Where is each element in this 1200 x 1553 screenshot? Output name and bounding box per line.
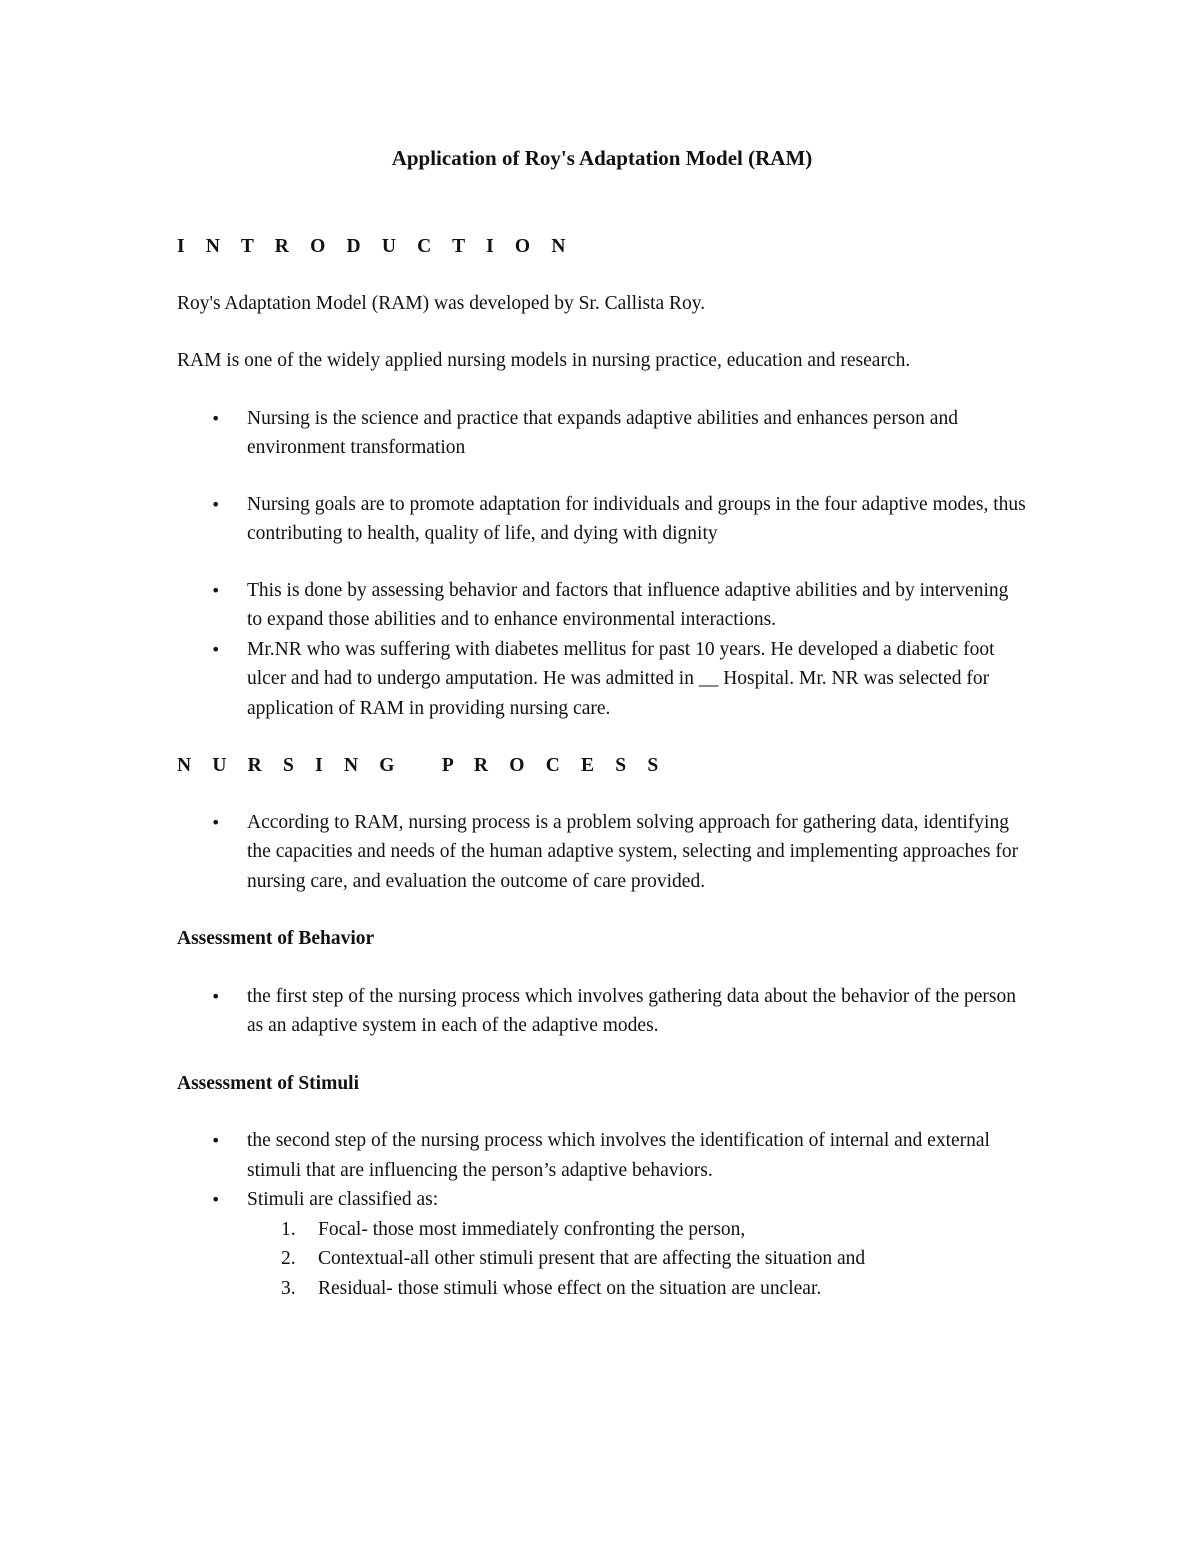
numbered-item-focal — [177, 1215, 1027, 1245]
list-item — [177, 1185, 1027, 1215]
list-item-text: Mr.NR who was suffering with diabetes mellitus for past 10 years. He developed a diabetic foot ulcer and had to undergo amputation. He was admitted in __ Hospital. Mr. NR was selected for application of RAM in providing nursing care. — [247, 638, 995, 719]
list-item — [177, 982, 1027, 1041]
bullet-icon: • — [211, 408, 221, 428]
list-item — [177, 808, 1027, 897]
nursing-process-heading: N U R S I N G P R O C E S S — [177, 755, 667, 776]
intro-paragraph-ram-usage: RAM is one of the widely applied nursing models in nursing practice, education and research. — [177, 350, 911, 371]
list-item-text: Nursing is the science and practice that expands adaptive abilities and enhances person and environment transformation — [247, 407, 958, 458]
list-item-text: Nursing goals are to promote adaptation for individuals and groups in the four adaptive modes, thus contributing to health, quality of life, and dying with dignity — [247, 493, 1026, 544]
bullet-icon: • — [211, 1131, 221, 1150]
list-item-text: Stimuli are classified as: — [247, 1189, 439, 1210]
assessment-behavior-bullet-list — [177, 982, 1027, 1041]
list-number: 3. — [281, 1277, 296, 1299]
assessment-stimuli-heading: Assessment of Stimuli — [177, 1072, 360, 1094]
bullet-icon: • — [211, 494, 221, 514]
list-item-text: Focal- those most immediately confronting the person, — [318, 1218, 746, 1240]
introduction-bullet-list — [177, 404, 1027, 724]
nursing-process-bullet-list — [177, 808, 1027, 897]
list-item — [177, 1126, 1027, 1185]
list-item-text: Contextual-all other stimuli present that are affecting the situation and — [318, 1248, 866, 1269]
list-item — [177, 576, 1027, 635]
list-number: 2. — [281, 1248, 296, 1269]
bullet-icon: • — [211, 986, 221, 1006]
list-item-text: This is done by assessing behavior and factors that influence adaptive abilities and by intervening to expand those abilities and to enhance environmental interactions. — [247, 579, 1009, 630]
document-body — [177, 141, 1027, 1303]
bullet-icon: • — [211, 812, 221, 832]
list-number: 1. — [281, 1218, 296, 1240]
list-item-text: the second step of the nursing process which involves the identification of internal and external stimuli that are influencing the person’s adaptive behaviors. — [247, 1130, 990, 1181]
list-item-text: the first step of the nursing process which involves gathering data about the behavior of the person as an adaptive system in each of the adaptive modes. — [247, 985, 1016, 1036]
list-item — [177, 404, 1027, 463]
bullet-icon: • — [211, 1190, 221, 1209]
intro-paragraph-developer: Roy's Adaptation Model (RAM) was developed by Sr. Callista Roy. — [177, 292, 706, 314]
list-item-text: Residual- those stimuli whose effect on the situation are unclear. — [318, 1277, 822, 1299]
numbered-item-contextual — [177, 1244, 1027, 1274]
document-title: Application of Roy's Adaptation Model (RAM) — [391, 146, 813, 170]
introduction-heading: I N T R O D U C T I O N — [177, 236, 574, 257]
stimuli-classification-list — [177, 1215, 1027, 1304]
list-item-text: According to RAM, nursing process is a problem solving approach for gathering data, identifying the capacities and needs of the human adaptive system, selecting and implementing approaches for nursing care, and evaluation the outcome of care provided. — [247, 811, 1019, 892]
list-item — [177, 635, 1027, 724]
assessment-behavior-heading: Assessment of Behavior — [177, 928, 375, 949]
bullet-icon: • — [211, 639, 221, 659]
bullet-icon: • — [211, 580, 221, 600]
list-item — [177, 490, 1027, 549]
assessment-stimuli-bullet-list — [177, 1126, 1027, 1215]
numbered-item-residual — [177, 1274, 1027, 1304]
